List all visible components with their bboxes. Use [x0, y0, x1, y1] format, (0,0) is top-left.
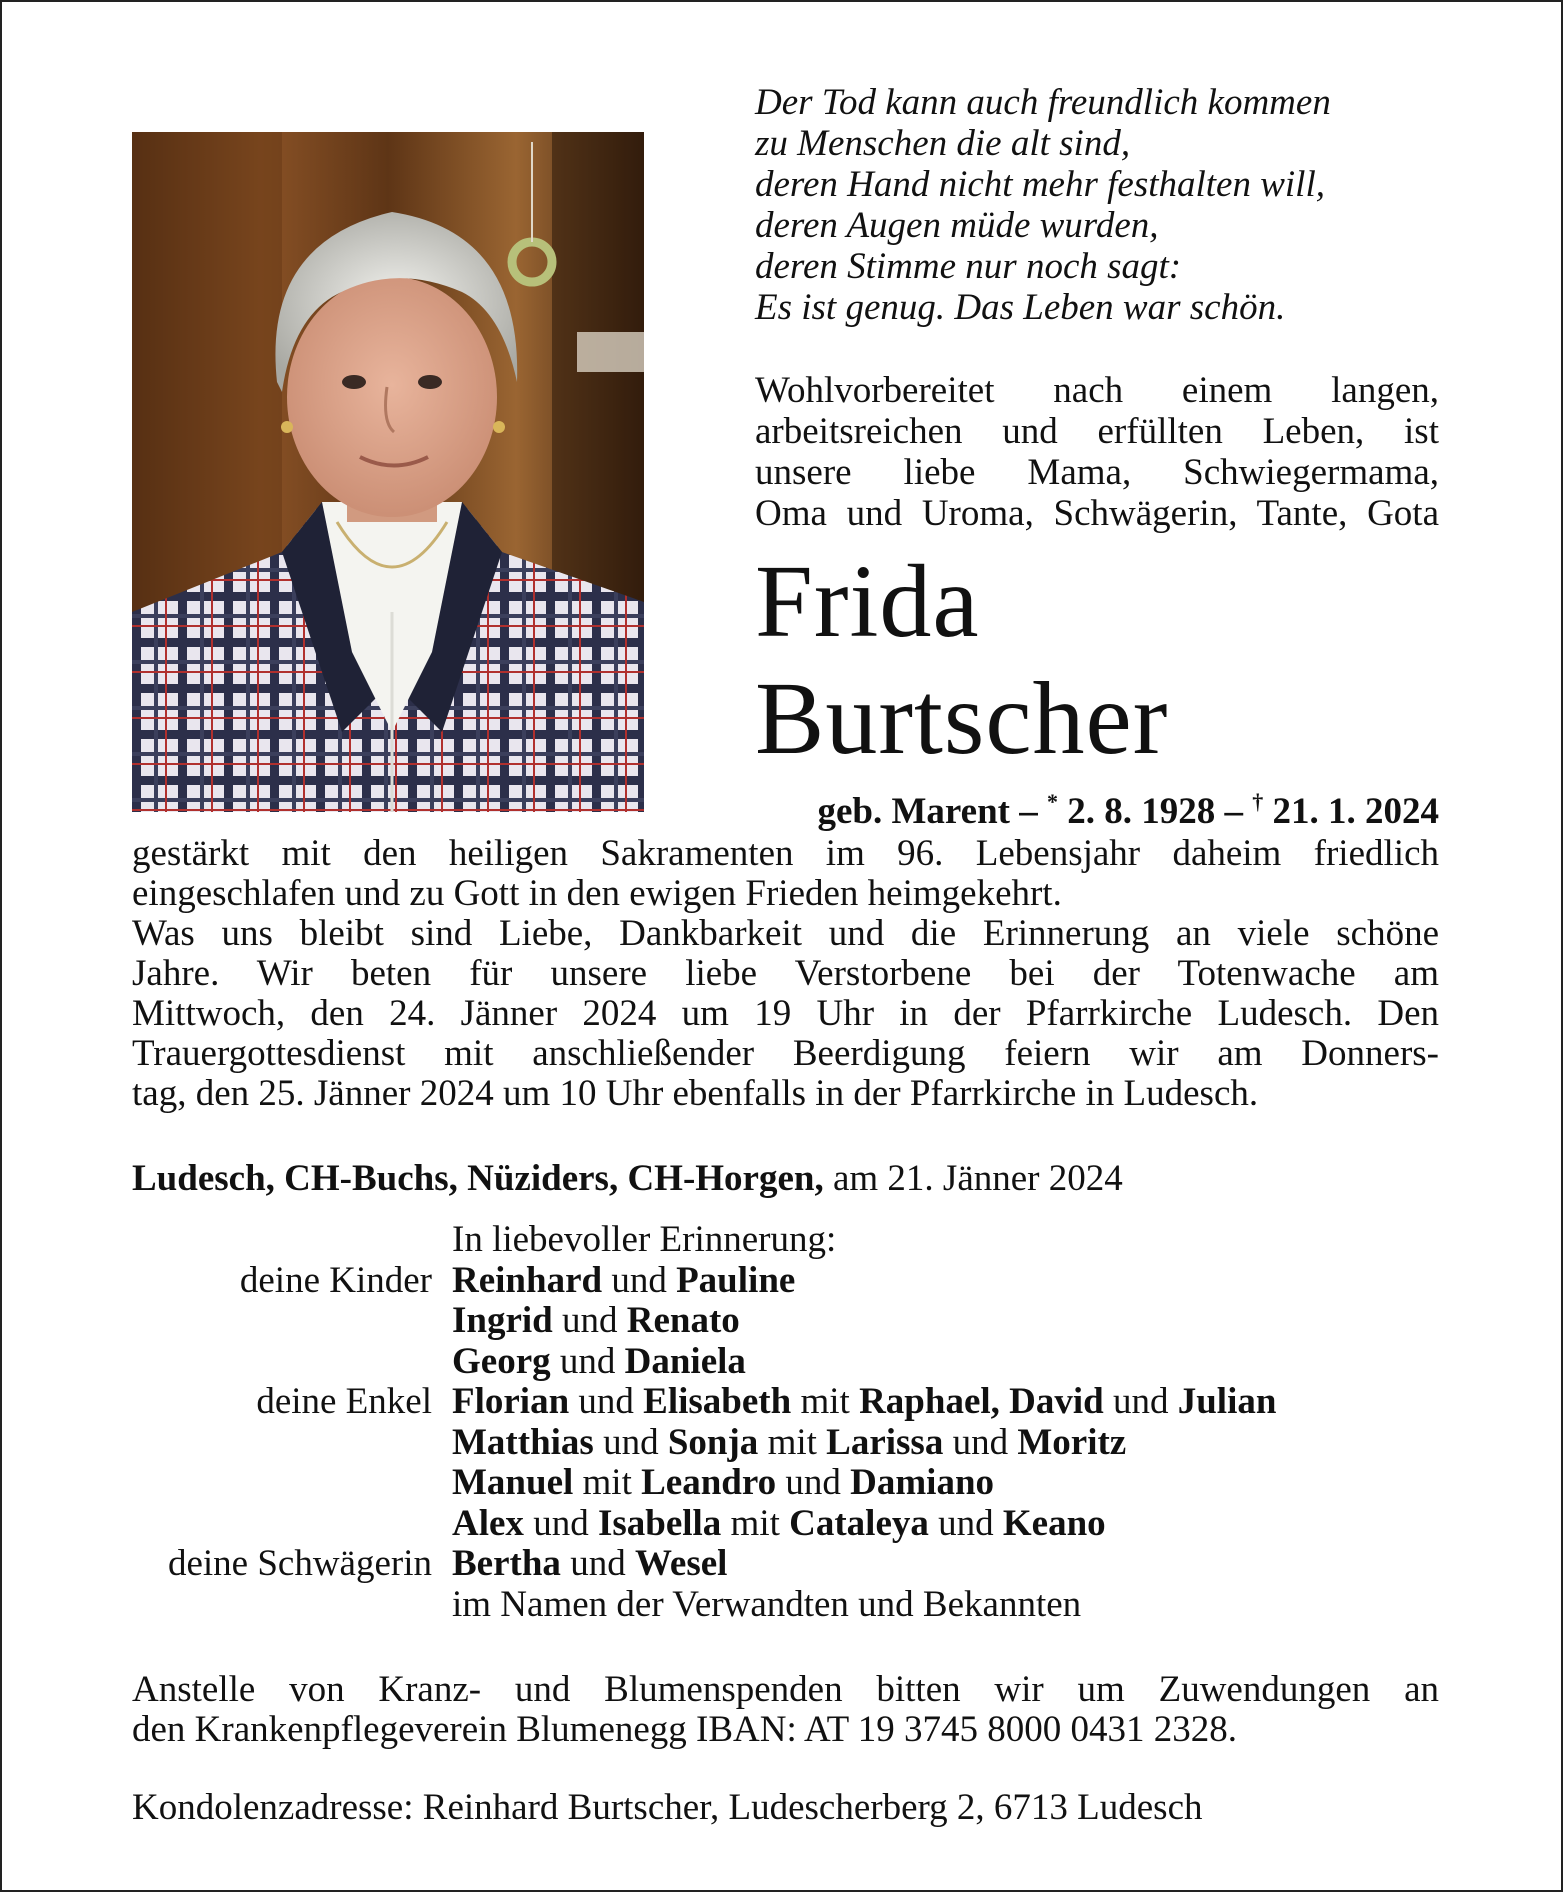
family-name: Daniela	[624, 1340, 746, 1382]
family-name: Ingrid	[452, 1300, 553, 1341]
family-row	[132, 1504, 1442, 1545]
poem	[755, 82, 1475, 328]
connector: und	[552, 1300, 627, 1341]
connector: und	[550, 1340, 625, 1382]
main-text-line: Trauergottesdienst mit anschließender Beerdigung feiern wir am Donners-	[132, 1033, 1439, 1074]
family-row	[132, 1342, 1442, 1383]
notice-date: am 21. Jänner 2024	[823, 1158, 1123, 1199]
family-name: Larissa	[826, 1421, 944, 1463]
family-row	[132, 1544, 1442, 1585]
poem-line: deren Stimme nur noch sagt:	[755, 246, 1182, 287]
place-and-date	[132, 1157, 1123, 1201]
life-dates	[755, 780, 1439, 834]
family-name: Reinhard	[452, 1259, 603, 1301]
family-name: Alex	[452, 1502, 524, 1544]
intro-line: unsere liebe Mama, Schwiegermama,	[755, 452, 1439, 493]
intro-line: Wohlvorbereitet nach einem langen,	[755, 370, 1439, 411]
family-row	[132, 1301, 1442, 1342]
family-intro: In liebevoller Erinnerung:	[452, 1219, 837, 1260]
family-name: Raphael, David	[859, 1381, 1104, 1422]
portrait-photo	[132, 132, 644, 812]
death-date: 21. 1. 2024	[1263, 791, 1439, 832]
intro-line: Oma und Uroma, Schwägerin, Tante, Gota	[755, 493, 1439, 534]
connector: und	[523, 1502, 598, 1544]
connector: und	[1103, 1381, 1178, 1422]
main-text-line: gestärkt mit den heiligen Sakramenten im 96. Lebensjahr daheim friedlich	[132, 833, 1439, 874]
family-name: Moritz	[1017, 1421, 1127, 1463]
birth-date: 2. 8. 1928 –	[1058, 791, 1253, 832]
poem-line: deren Augen müde wurden,	[755, 205, 1159, 246]
intro-text	[755, 370, 1439, 534]
poem-line: Der Tod kann auch freundlich kommen	[755, 82, 1331, 123]
main-text	[132, 834, 1439, 1114]
family-name: Damiano	[850, 1462, 995, 1503]
connector: und	[593, 1421, 668, 1463]
poem-line: deren Hand nicht mehr festhalten will,	[755, 164, 1325, 205]
connector: und	[776, 1462, 851, 1503]
main-text-line: Mittwoch, den 24. Jänner 2024 um 19 Uhr in der Pfarrkirche Ludesch. Den	[132, 993, 1439, 1034]
grandchildren-label: deine Enkel	[256, 1381, 432, 1422]
deceased-first-name: Frida	[755, 544, 980, 659]
birth-symbol: *	[1047, 789, 1058, 814]
main-text-line: eingeschlafen und zu Gott in den ewigen Frieden heimgekehrt.	[132, 873, 1062, 914]
family-row	[132, 1463, 1442, 1504]
family-name: Leandro	[641, 1462, 777, 1503]
connector: mit	[758, 1421, 827, 1463]
children-label: deine Kinder	[239, 1259, 432, 1301]
family-row	[132, 1382, 1442, 1423]
connector: und	[602, 1259, 677, 1301]
family-row	[132, 1423, 1442, 1464]
family-name: Cataleya	[789, 1502, 929, 1544]
main-text-line: Was uns bleibt sind Liebe, Dankbarkeit und die Erinnerung an viele schöne	[132, 913, 1439, 954]
main-text-line: tag, den 25. Jänner 2024 um 10 Uhr ebenfalls in der Pfarrkirche in Ludesch.	[132, 1073, 1259, 1114]
connector: mit	[721, 1502, 790, 1544]
family-name: Bertha	[452, 1543, 561, 1584]
main-text-line: Jahre. Wir beten für unsere liebe Verstorbene bei der Totenwache am	[132, 953, 1439, 994]
family-name: Manuel	[452, 1462, 574, 1503]
sister-in-law-label: deine Schwägerin	[167, 1543, 432, 1584]
donation-line: den Krankenpflegeverein Blumenegg IBAN: AT 19 3745 8000 0431 2328.	[132, 1709, 1238, 1750]
family-name: Georg	[452, 1340, 551, 1382]
family-name: Elisabeth	[643, 1381, 792, 1422]
death-symbol: †	[1252, 789, 1264, 814]
family-list	[132, 1220, 1442, 1625]
maiden-name: geb. Marent –	[817, 791, 1047, 832]
connector: und	[560, 1543, 635, 1584]
family-name: Keano	[1002, 1502, 1106, 1544]
family-name: Matthias	[452, 1421, 594, 1463]
connector: mit	[791, 1381, 860, 1422]
intro-line: arbeitsreichen und erfüllten Leben, ist	[755, 411, 1439, 452]
places: Ludesch, CH-Buchs, Nüziders, CH-Horgen,	[132, 1158, 824, 1199]
connector: und	[943, 1421, 1018, 1463]
family-name: Julian	[1177, 1381, 1277, 1422]
donation-line: Anstelle von Kranz- und Blumenspenden bitten wir um Zuwendungen an	[132, 1669, 1439, 1710]
connector: mit	[573, 1462, 642, 1503]
donation-note	[132, 1670, 1439, 1750]
family-name: Renato	[626, 1300, 740, 1341]
family-name: Florian	[452, 1381, 570, 1422]
connector: und	[928, 1502, 1003, 1544]
deceased-last-name: Burtscher	[755, 661, 1169, 776]
condolence-address: Kondolenzadresse: Reinhard Burtscher, Ludescherberg 2, 6713 Ludesch	[132, 1787, 1203, 1828]
family-name: Pauline	[676, 1259, 796, 1301]
family-name: Isabella	[597, 1502, 722, 1544]
poem-line: zu Menschen die alt sind,	[755, 123, 1131, 164]
family-closing: im Namen der Verwandten und Bekannten	[452, 1583, 1082, 1625]
family-name: Sonja	[667, 1421, 759, 1463]
family-row	[132, 1261, 1442, 1302]
connector: und	[569, 1381, 644, 1422]
poem-line: Es ist genug. Das Leben war schön.	[755, 287, 1286, 328]
family-name: Wesel	[634, 1543, 728, 1584]
